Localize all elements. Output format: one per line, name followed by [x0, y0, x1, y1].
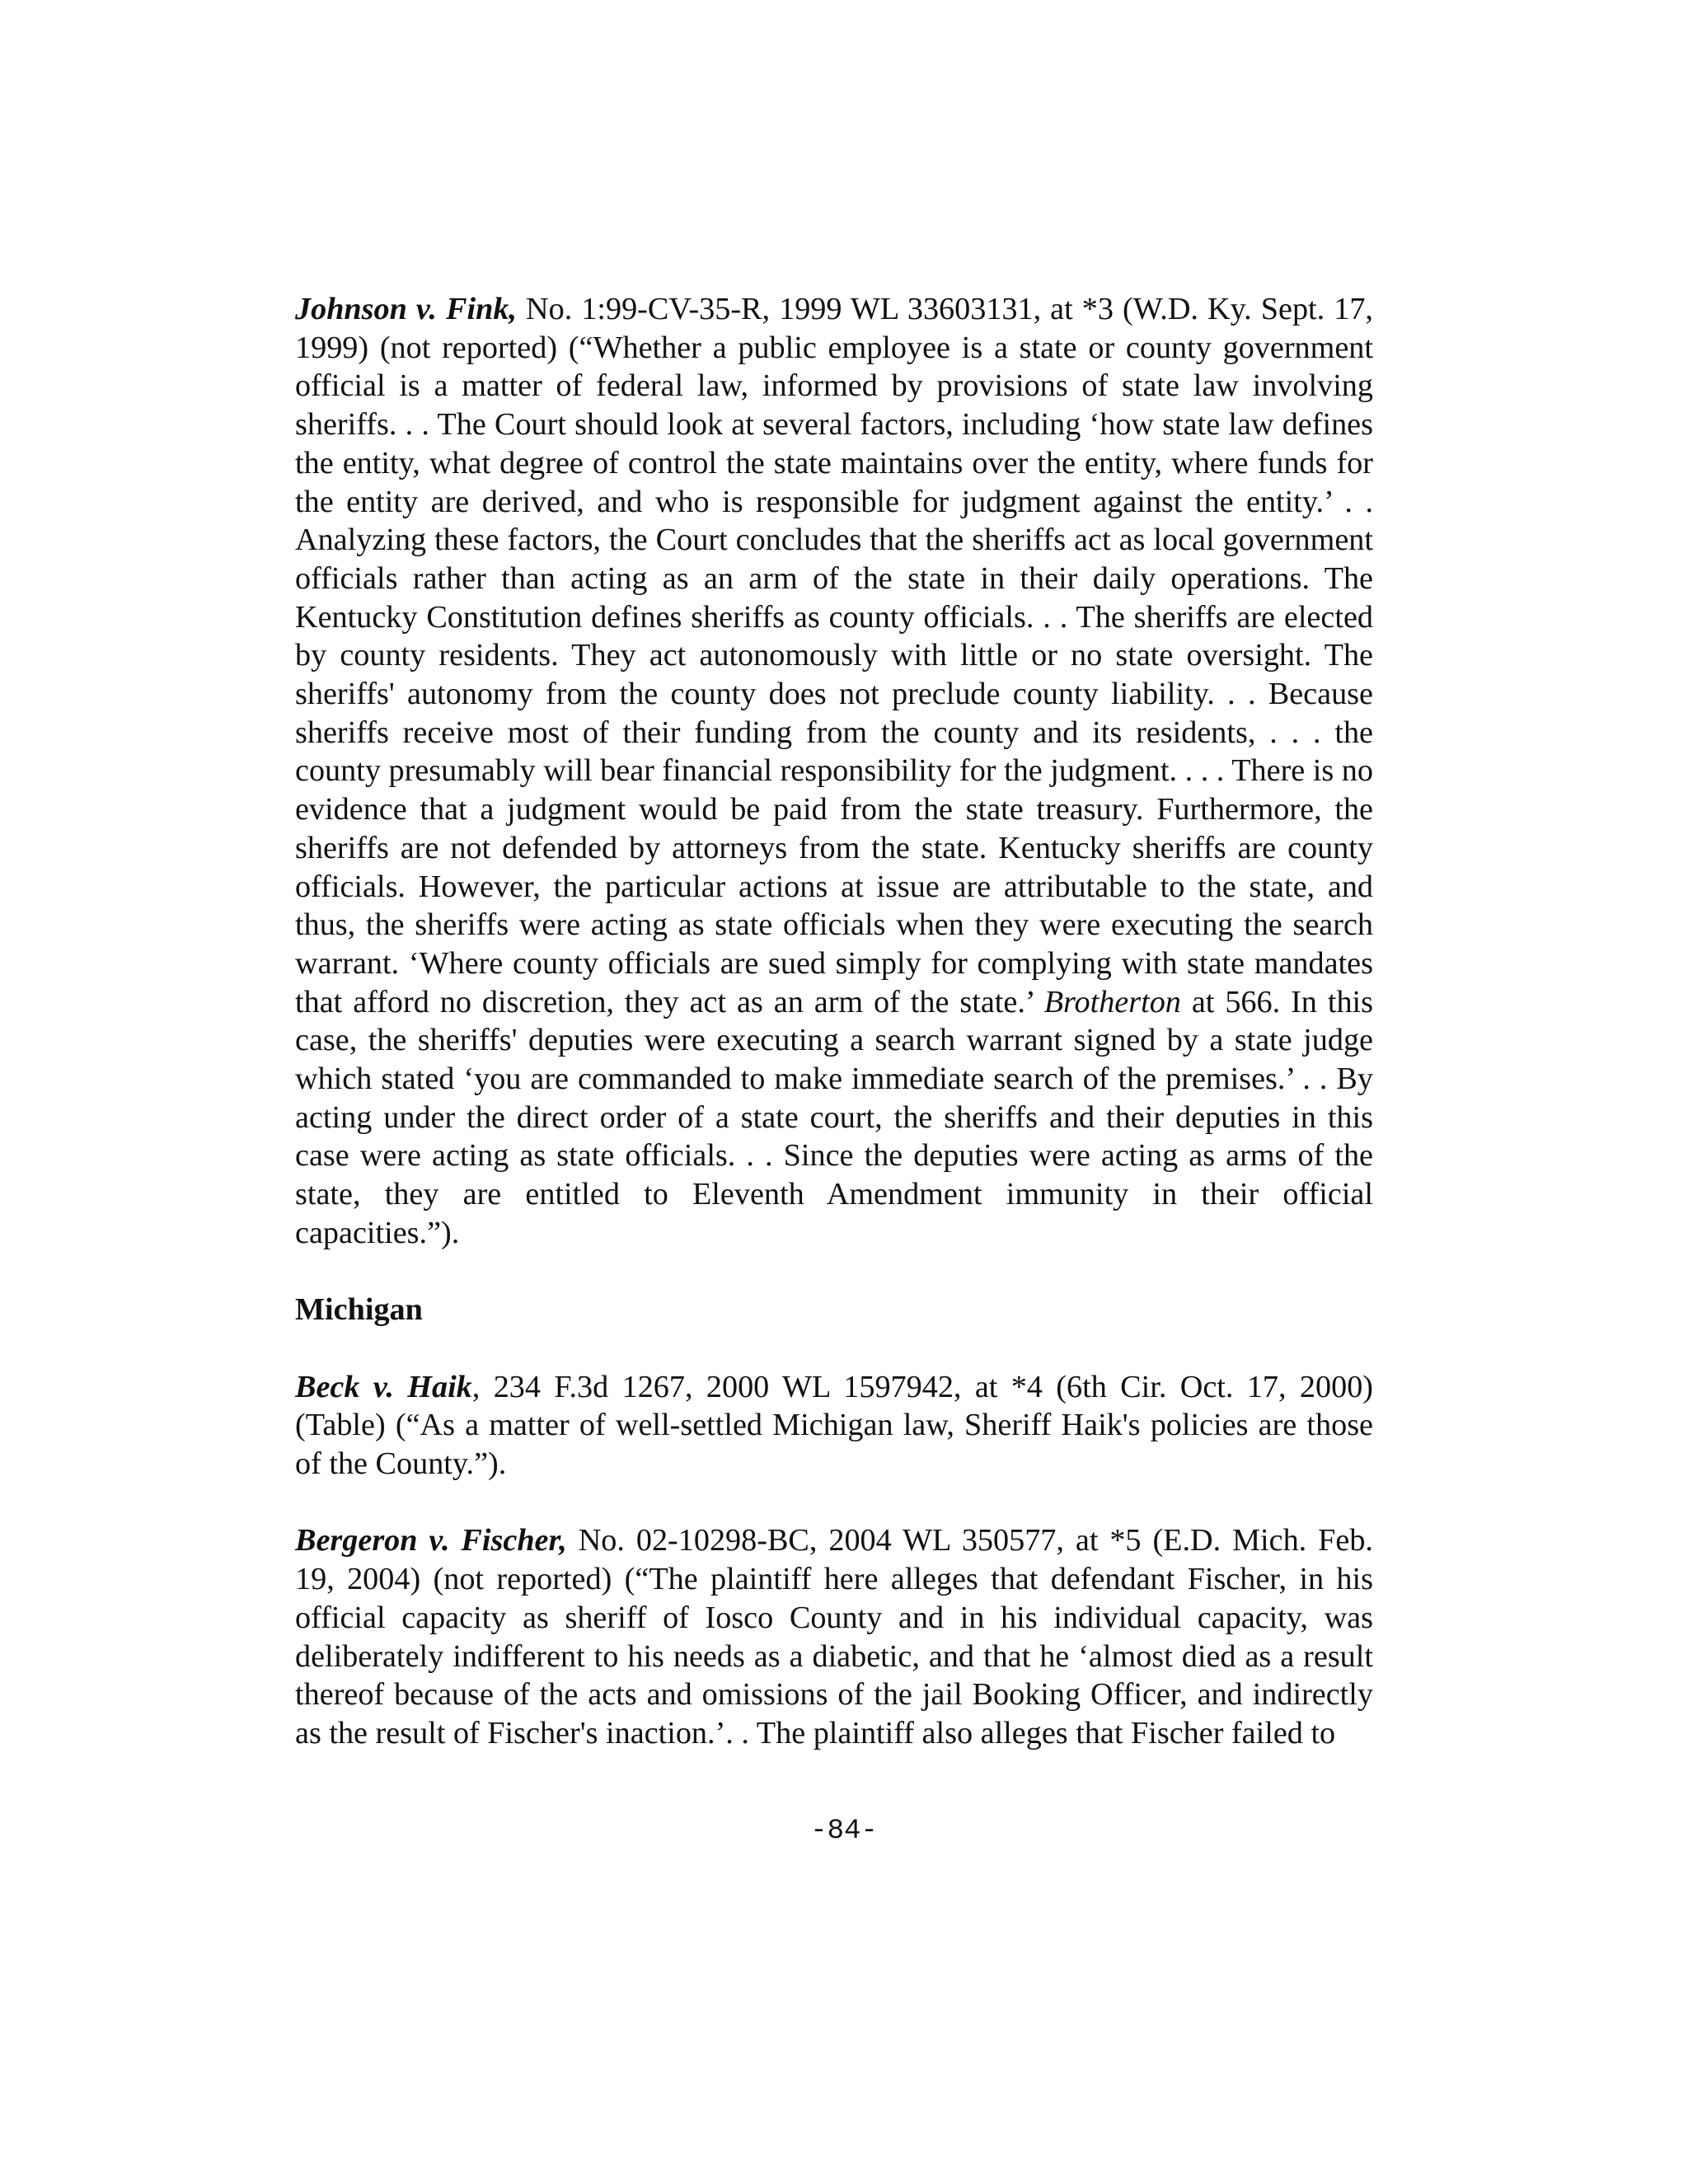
- section-heading: Michigan: [295, 1292, 423, 1328]
- case-entry-bergeron-v-fischer: [295, 1521, 1373, 1752]
- case-name: Beck v. Haik: [295, 1369, 472, 1404]
- italic-citation: Brotherton: [1043, 984, 1181, 1019]
- paragraph-spacer: [295, 1329, 1373, 1368]
- case-entry-beck-v-haik: [295, 1368, 1373, 1483]
- case-entry-johnson-v-fink: [295, 290, 1373, 1253]
- case-name: Johnson v. Fink,: [295, 292, 517, 326]
- case-text-continued: at 566. In this case, the sheriffs' deputies were executing a search warrant signed by a state judge which stated ‘you are commanded to make immediate search of the premises.’ . . By acting under the direct order of a state court, the sheriffs and their deputies in this case were acting as state officials. . . Since the deputies were acting as arms of the state, they are entitled to Eleventh Amendment immunity in their official capacities.”).: [295, 984, 1374, 1250]
- document-body: [295, 290, 1373, 1753]
- case-text: No. 1:99-CV-35-R, 1999 WL 33603131, at *3 (W.D. Ky. Sept. 17, 1999) (not reported) (“Whether a public employee is a state or county government official is a matter of federal law, informed by provisions of state law involving sheriffs. . . The Court should look at several factors, including ‘how state law defines the entity, what degree of control the state maintains over the entity, where funds for the entity are derived, and who is responsible for judgment against the entity.’ . . Analyzing these factors, the Court concludes that the sheriffs act as local government officials rather than acting as an arm of the state in their daily operations. The Kentucky Constitution defines sheriffs as county officials. . . The sheriffs are elected by county residents. They act autonomously with little or no state oversight. The sheriffs' autonomy from the county does not preclude county liability. . . Because sheriffs receive most of their funding from the county and its residents, . . . the county presumably will bear financial responsibility for the judgment. . . . There is no evidence that a judgment would be paid from the state treasury. Furthermore, the sheriffs are not defended by attorneys from the state. Kentucky sheriffs are county officials. However, the particular actions at issue are attributable to the state, and thus, the sheriffs were acting as state officials when they were executing the search warrant. ‘Where county officials are sued simply for complying with state mandates that afford no discretion, they act as an arm of the state.’: [295, 292, 1373, 1019]
- paragraph-spacer: [295, 1483, 1373, 1522]
- case-name: Bergeron v. Fischer,: [295, 1523, 567, 1558]
- page-number: -84-: [810, 1816, 878, 1847]
- paragraph-spacer: [295, 1253, 1373, 1291]
- case-text: No. 02-10298-BC, 2004 WL 350577, at *5 (E.D. Mich. Feb. 19, 2004) (not reported) (“The plaintiff here alleges that defendant Fischer, in his official capacity as sheriff of Iosco County and in his individual capacity, was deliberately indifferent to his needs as a diabetic, and that he ‘almost died as a result thereof because of the acts and omissions of the jail Booking Officer, and indirectly as the result of Fischer's inaction.’. . The plaintiff also alleges that Fischer failed to: [295, 1523, 1373, 1750]
- case-text: , 234 F.3d 1267, 2000 WL 1597942, at *4 (6th Cir. Oct. 17, 2000) (Table) (“As a matter of well-settled Michigan law, Sheriff Haik's policies are those of the County.”).: [295, 1369, 1374, 1482]
